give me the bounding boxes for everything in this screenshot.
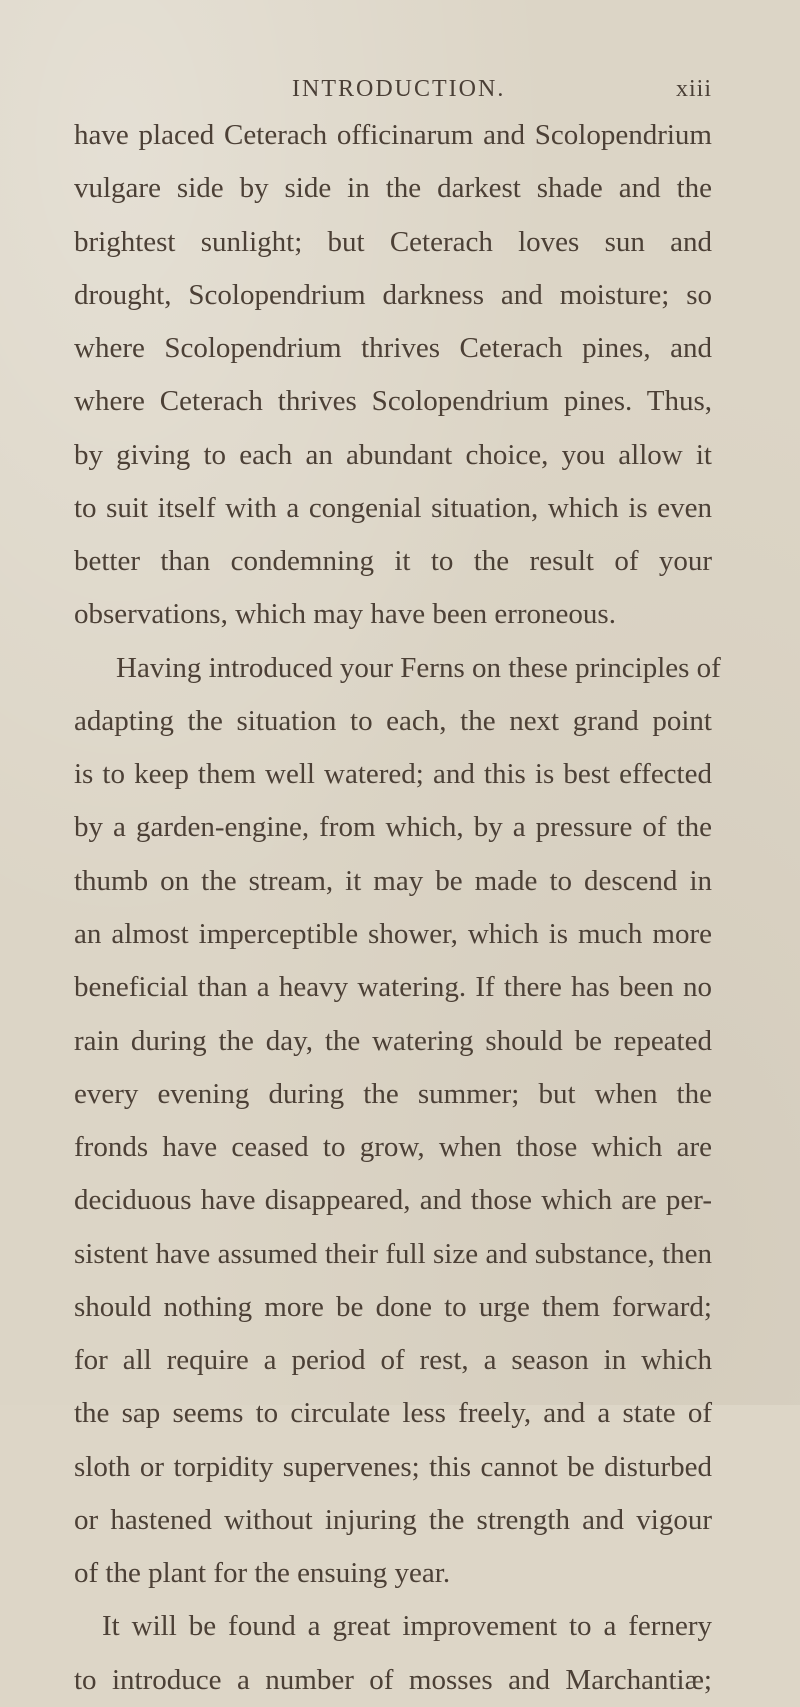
text-line: where Ceterach thrives Scolopendrium pines. Thus, bbox=[74, 385, 712, 418]
paragraph-start-line: It will be found a great improvement to a fernery bbox=[102, 1610, 712, 1643]
paragraph-start-line: Having introduced your Ferns on these principles of bbox=[116, 651, 721, 684]
text-line: observations, which may have been erroneous. bbox=[74, 598, 616, 631]
text-line: have placed Ceterach officinarum and Scolopendrium bbox=[74, 119, 712, 151]
page-number: xiii bbox=[676, 76, 713, 102]
body-text bbox=[74, 109, 721, 1707]
text-line: or hastened without injuring the strength and vigour bbox=[74, 1503, 712, 1536]
text-line: vulgare side by side in the darkest shade and the bbox=[74, 172, 712, 205]
text-line: better than condemning it to the result of your bbox=[74, 545, 712, 578]
text-line: by giving to each an abundant choice, you allow it bbox=[74, 438, 712, 471]
text-line: beneficial than a heavy watering. If there has been no bbox=[74, 971, 712, 1004]
text-line: drought, Scolopendrium darkness and moisture; so bbox=[74, 278, 712, 311]
text-line: fronds have ceased to grow, when those which are bbox=[74, 1131, 712, 1164]
text-line: an almost imperceptible shower, which is much more bbox=[74, 917, 712, 950]
text-line: adapting the situation to each, the next grand point bbox=[74, 704, 712, 737]
text-line: every evening during the summer; but when the bbox=[74, 1077, 712, 1110]
text-line: sloth or torpidity supervenes; this cannot be disturbed bbox=[74, 1450, 712, 1483]
text-line: brightest sunlight; but Ceterach loves sun and bbox=[74, 225, 712, 258]
page-header bbox=[0, 76, 800, 110]
text-line: by a garden-engine, from which, by a pressure of the bbox=[74, 811, 712, 844]
text-line: to introduce a number of mosses and Marchantiæ; bbox=[74, 1663, 712, 1696]
text-line: rain during the day, the watering should be repeated bbox=[74, 1024, 712, 1057]
running-head: INTRODUCTION. bbox=[292, 76, 506, 102]
text-line: the sap seems to circulate less freely, and a state of bbox=[74, 1397, 712, 1430]
text-line: is to keep them well watered; and this is best effected bbox=[74, 758, 712, 791]
text-line: thumb on the stream, it may be made to descend in bbox=[74, 864, 712, 897]
text-line: for all require a period of rest, a season in which bbox=[74, 1344, 712, 1377]
text-line: should nothing more be done to urge them forward; bbox=[74, 1290, 712, 1323]
text-line: of the plant for the ensuing year. bbox=[74, 1557, 451, 1590]
text-line: to suit itself with a congenial situation, which is even bbox=[74, 491, 712, 524]
text-line: deciduous have disappeared, and those which are per- bbox=[74, 1184, 712, 1217]
text-line: sistent have assumed their full size and substance, then bbox=[74, 1237, 712, 1270]
text-line: where Scolopendrium thrives Ceterach pines, and bbox=[74, 332, 712, 365]
